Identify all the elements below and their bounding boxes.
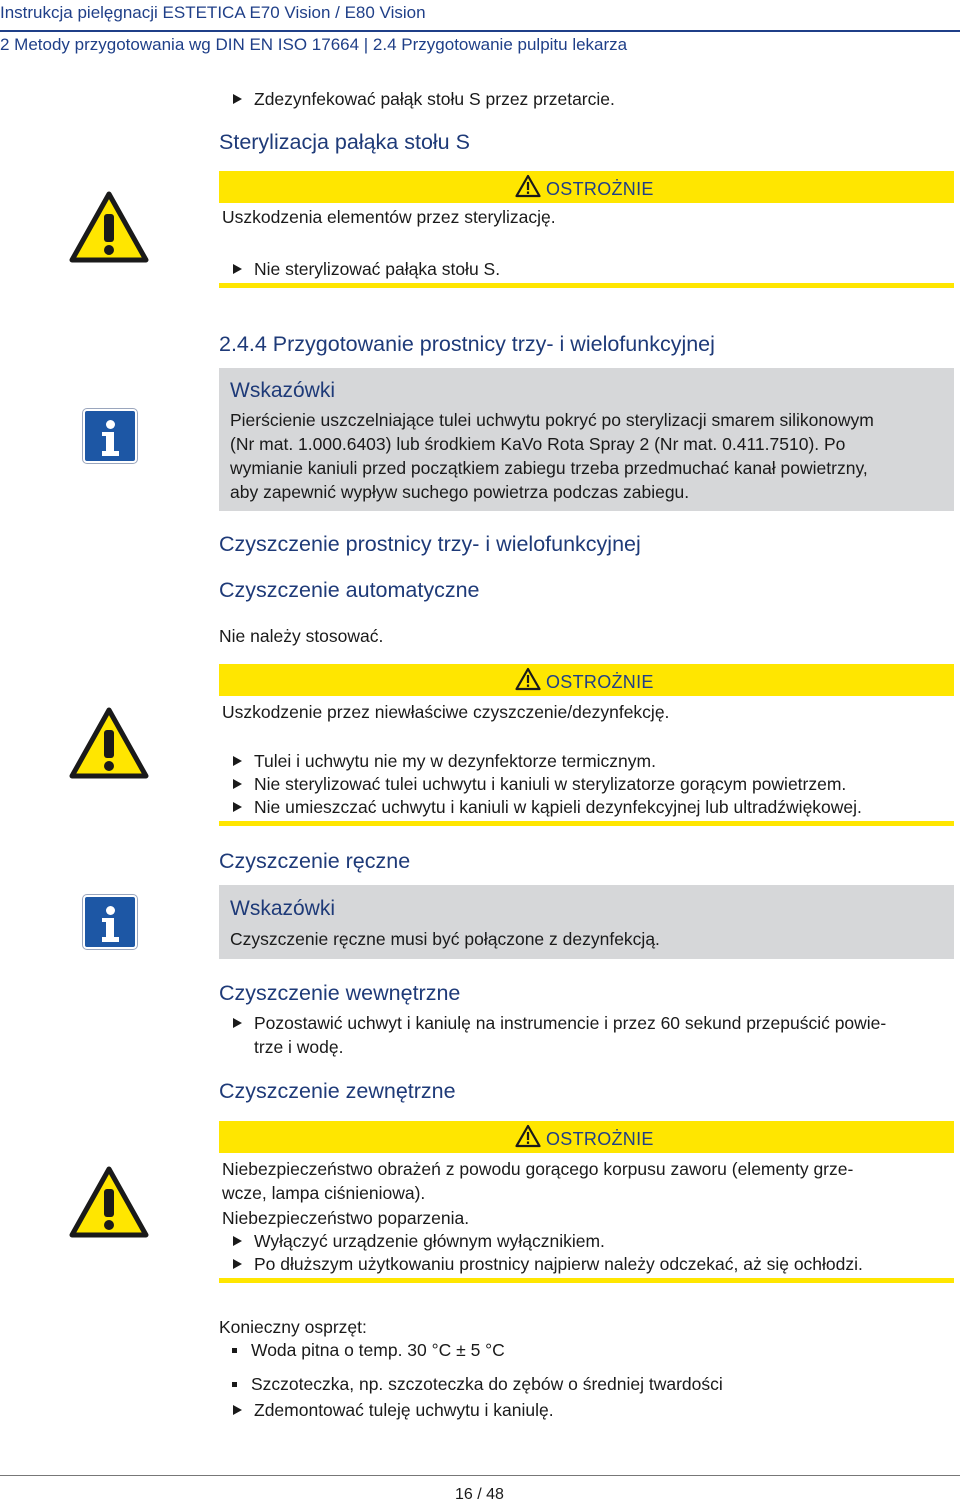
warning-label: OSTROŻNIE	[546, 1129, 654, 1149]
warning-label: OSTROŻNIE	[546, 672, 654, 692]
section-heading: Czyszczenie prostnicy trzy- i wielofunkcyjnej	[219, 532, 641, 556]
warning-title: Niebezpieczeństwo obrażeń z powodu gorącego korpusu zaworu (elementy grze-	[222, 1159, 854, 1179]
note-box	[219, 885, 954, 959]
list-item: Nie sterylizować pałąka stołu S.	[233, 257, 933, 281]
section-heading: Czyszczenie wewnętrzne	[219, 981, 461, 1005]
note-box	[219, 368, 954, 511]
header-divider	[0, 30, 960, 32]
info-icon	[83, 409, 137, 463]
list-item: Tulei i uchwytu nie my w dezynfektorze termicznym.	[233, 749, 933, 773]
warning-bottom-bar	[219, 821, 954, 826]
warning-bottom-bar	[219, 283, 954, 288]
warning-icon	[515, 1124, 541, 1148]
equipment-label: Konieczny osprzęt:	[219, 1317, 367, 1337]
warning-title: wcze, lampa ciśnieniowa).	[222, 1183, 426, 1203]
bullet-arrow-icon	[233, 779, 242, 789]
bullet-square-icon	[232, 1382, 237, 1387]
section-heading: Sterylizacja pałąka stołu S	[219, 130, 470, 154]
list-item: Zdemontować tuleję uchwytu i kaniulę.	[233, 1398, 933, 1422]
note-heading: Wskazówki	[230, 897, 336, 920]
section-heading: Czyszczenie zewnętrzne	[219, 1079, 456, 1103]
bullet-arrow-icon	[233, 802, 242, 812]
warning-header	[219, 664, 954, 696]
note-heading: Wskazówki	[230, 379, 336, 402]
bullet-arrow-icon	[233, 756, 242, 766]
bullet-arrow-icon	[233, 1405, 242, 1415]
warning-header	[219, 171, 954, 203]
note-text: (Nr mat. 1.000.6403) lub środkiem KaVo Rota Spray 2 (Nr mat. 0.411.7510). Po	[230, 434, 846, 454]
warning-triangle-icon	[68, 1165, 150, 1239]
note-text: Czyszczenie ręczne musi być połączone z dezynfekcją.	[230, 929, 660, 949]
warning-bottom-bar	[219, 1278, 954, 1283]
warning-label: OSTROŻNIE	[546, 179, 654, 199]
subsection-heading: Czyszczenie automatyczne	[219, 578, 480, 602]
bullet-arrow-icon	[233, 1259, 242, 1269]
document-title: Instrukcja pielęgnacji ESTETICA E70 Vision / E80 Vision	[0, 3, 426, 22]
warning-header	[219, 1121, 954, 1153]
section-heading: 2.4.4 Przygotowanie prostnicy trzy- i wielofunkcyjnej	[219, 332, 715, 356]
list-item: Woda pitna o temp. 30 °C ± 5 °C	[229, 1338, 929, 1362]
bullet-arrow-icon	[233, 1236, 242, 1246]
bullet-arrow-icon	[233, 94, 242, 104]
note-text: aby zapewnić wypływ suchego powietrza podczas zabiegu.	[230, 482, 690, 502]
bullet-square-icon	[232, 1348, 237, 1353]
paragraph: Nie należy stosować.	[219, 626, 384, 646]
warning-icon	[515, 667, 541, 691]
warning-triangle-icon	[68, 706, 150, 780]
warning-title: Uszkodzenia elementów przez sterylizację.	[222, 207, 556, 227]
note-text: wymianie kaniuli przed początkiem zabiegu trzeba przedmuchać kanał powietrzny,	[230, 458, 868, 478]
section-heading: Czyszczenie ręczne	[219, 849, 411, 873]
page-number: 16 / 48	[455, 1486, 504, 1503]
bullet-arrow-icon	[233, 1018, 242, 1028]
list-item: Pozostawić uchwyt i kaniulę na instrumencie i przez 60 sekund przepuścić powie- trze i wodę.	[233, 1011, 948, 1059]
list-item: Zdezynfekować pałąk stołu S przez przetarcie.	[233, 87, 933, 111]
list-item: Nie sterylizować tulei uchwytu i kaniuli w sterylizatorze gorącym powietrzem.	[233, 772, 933, 796]
bullet-arrow-icon	[233, 264, 242, 274]
list-item: Po dłuższym użytkowaniu prostnicy najpierw należy odczekać, aż się ochłodzi.	[233, 1252, 948, 1276]
list-item: Wyłączyć urządzenie głównym wyłącznikiem.	[233, 1229, 933, 1253]
warning-icon	[515, 174, 541, 198]
warning-title: Uszkodzenie przez niewłaściwe czyszczenie/dezynfekcję.	[222, 702, 670, 722]
warning-triangle-icon	[68, 190, 150, 264]
warning-text: Niebezpieczeństwo poparzenia.	[222, 1208, 470, 1228]
info-icon	[83, 895, 137, 949]
breadcrumb: 2 Metody przygotowania wg DIN EN ISO 17664 | 2.4 Przygotowanie pulpitu lekarza	[0, 35, 628, 54]
list-item: Nie umieszczać uchwytu i kaniuli w kąpieli dezynfekcyjnej lub ultradźwiękowej.	[233, 795, 948, 819]
note-text: Pierścienie uszczelniające tulei uchwytu pokryć po sterylizacji smarem silikonowym	[230, 410, 874, 430]
list-item: Szczoteczka, np. szczoteczka do zębów o średniej twardości	[229, 1372, 929, 1396]
footer-divider	[0, 1475, 960, 1476]
